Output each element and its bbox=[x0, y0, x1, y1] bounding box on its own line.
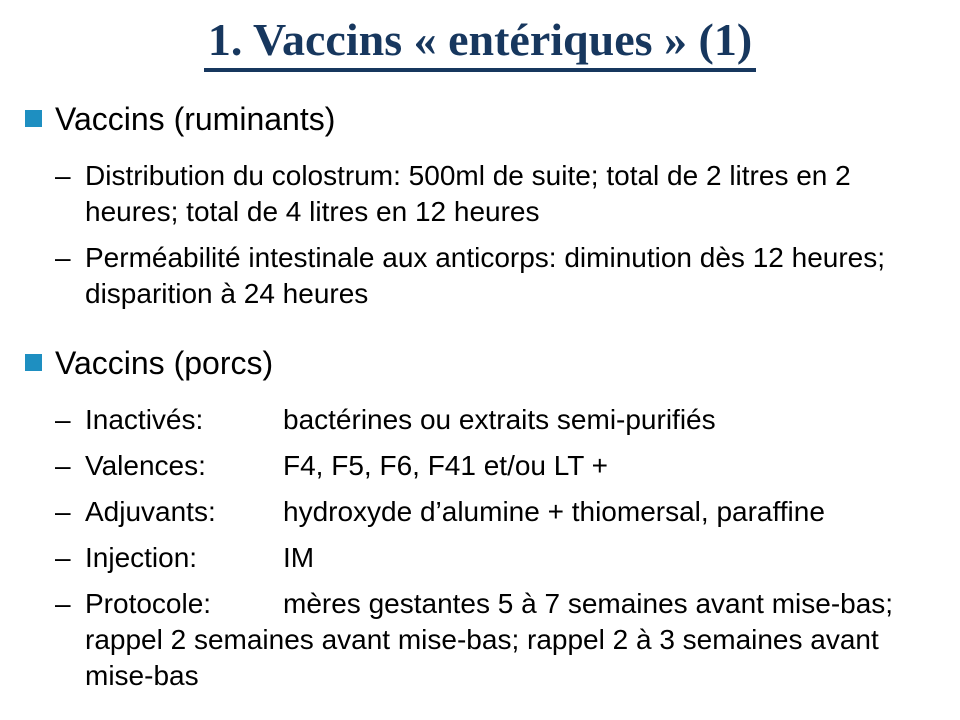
dash-bullet-icon: – bbox=[55, 541, 71, 573]
list-item-text: Distribution du colostrum: 500ml de suite; total de 2 litres en 2 heures; total de 4 litres en 12 heures bbox=[85, 159, 851, 227]
item-value: mères gestantes 5 à 7 semaines avant mise-bas; rappel 2 semaines avant mise-bas; rappel 2 à 3 semaines avant mise-bas bbox=[85, 587, 894, 691]
item-value: bactérines ou extraits semi-purifiés bbox=[283, 403, 716, 435]
list-item bbox=[0, 586, 960, 694]
section-porcs bbox=[0, 342, 960, 694]
item-value: hydroxyde d’alumine + thiomersal, paraffine bbox=[283, 495, 825, 527]
dash-bullet-icon: – bbox=[55, 587, 71, 619]
dash-bullet-icon: – bbox=[55, 159, 71, 191]
sub-list-ruminants bbox=[0, 158, 960, 312]
sub-list-porcs bbox=[0, 402, 960, 694]
dash-bullet-icon: – bbox=[55, 403, 71, 435]
dash-bullet-icon: – bbox=[55, 449, 71, 481]
item-label: Inactivés: bbox=[85, 403, 204, 435]
list-item bbox=[0, 402, 960, 438]
item-value: IM bbox=[283, 541, 315, 573]
section-heading-row bbox=[0, 98, 960, 140]
section-heading-row bbox=[0, 342, 960, 384]
item-label: Injection: bbox=[85, 541, 198, 573]
item-value: F4, F5, F6, F41 et/ou LT + bbox=[283, 449, 609, 481]
square-bullet-icon bbox=[25, 354, 42, 371]
list-item-text: Perméabilité intestinale aux anticorps: diminution dès 12 heures; disparition à 24 heures bbox=[85, 241, 886, 309]
list-item bbox=[0, 448, 960, 484]
list-item bbox=[0, 494, 960, 530]
section-ruminants bbox=[0, 98, 960, 312]
item-label: Protocole: bbox=[85, 587, 212, 619]
list-item bbox=[0, 540, 960, 576]
list-item bbox=[0, 158, 960, 230]
dash-bullet-icon: – bbox=[55, 495, 71, 527]
page-title: 1. Vaccins « entériques » (1) bbox=[204, 14, 756, 72]
square-bullet-icon bbox=[25, 110, 42, 127]
dash-bullet-icon: – bbox=[55, 241, 71, 273]
item-label: Valences: bbox=[85, 449, 206, 481]
title-bar bbox=[0, 14, 960, 72]
list-item bbox=[0, 240, 960, 312]
section-heading: Vaccins (porcs) bbox=[55, 344, 274, 381]
section-heading: Vaccins (ruminants) bbox=[55, 100, 336, 137]
item-label: Adjuvants: bbox=[85, 495, 216, 527]
